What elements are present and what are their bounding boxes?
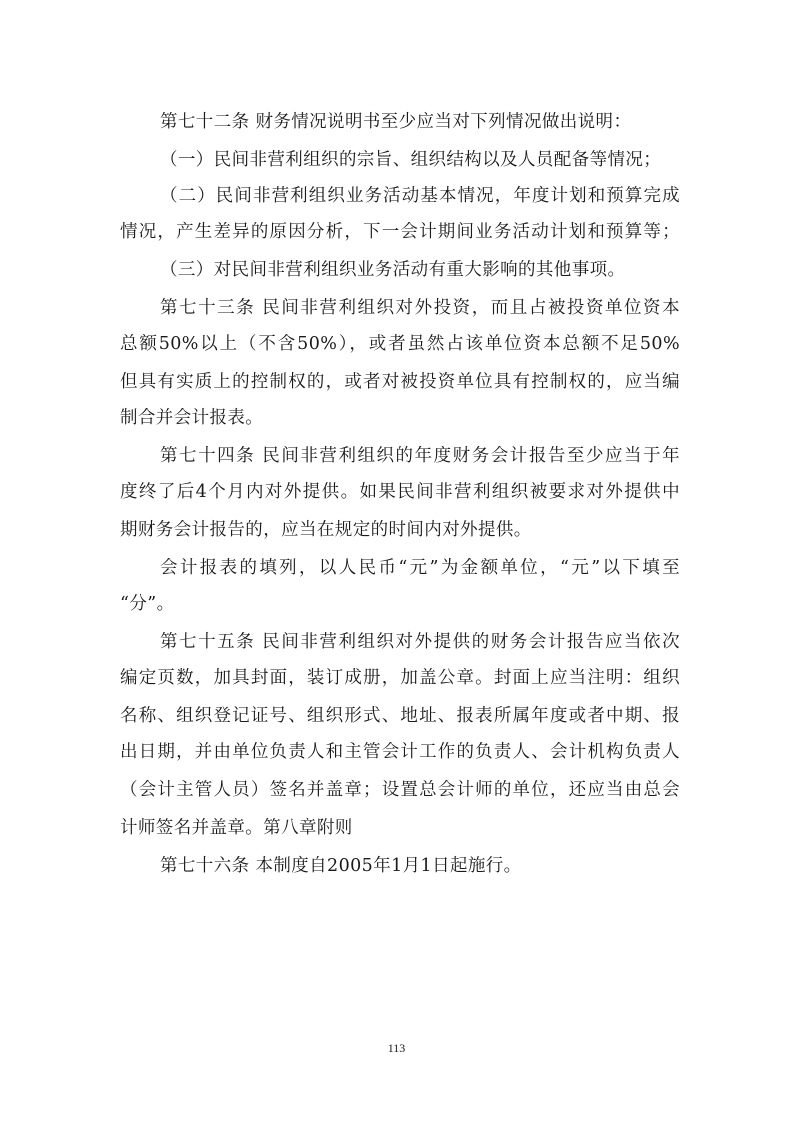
text-line: （二）民间非营利组织业务活动基本情况，年度计划和预算完成 (160, 186, 680, 206)
text-line: 期财务会计报告的，应当在规定的时间内对外提供。 (120, 520, 532, 540)
text-line: 但具有实质上的控制权的，或者对被投资单位具有控制权的，应当编 (120, 372, 680, 392)
text-line: 会计报表的填列，以人民币“元”为金额单位，“元”以下填至 (160, 558, 680, 578)
text-line: 制合并会计报表。 (120, 408, 264, 428)
text-line: 情况，产生差异的原因分析，下一会计期间业务活动计划和预算等； (120, 222, 680, 242)
text-line: 第七十四条 民间非营利组织的年度财务会计报告至少应当于年 (160, 446, 680, 466)
text-line: （会计主管人员）签名并盖章；设置总会计师的单位，还应当由总会 (120, 780, 680, 800)
text-line: 名称、组织登记证号、组织形式、地址、报表所属年度或者中期、报 (120, 706, 680, 726)
text-line: 总额50%以上（不含50%），或者虽然占该单位资本总额不足50% (120, 334, 680, 354)
text-line: “分”。 (120, 594, 175, 614)
text-line: 编定页数，加具封面，装订成册，加盖公章。封面上应当注明：组织 (120, 668, 680, 688)
text-line: 第七十六条 本制度自2005年1月1日起施行。 (160, 856, 522, 876)
page-number: 113 (387, 1041, 406, 1055)
text-line: 出日期，并由单位负责人和主管会计工作的负责人、会计机构负责人 (120, 742, 680, 762)
text-line: （三）对民间非营利组织业务活动有重大影响的其他事项。 (160, 260, 626, 280)
text-line: 第七十二条 财务情况说明书至少应当对下列情况做出说明： (160, 112, 632, 132)
text-line: 第七十三条 民间非营利组织对外投资，而且占被投资单位资本 (160, 298, 680, 318)
text-line: 计师签名并盖章。第八章附则 (120, 818, 353, 838)
text-line: （一）民间非营利组织的宗旨、组织结构以及人员配备等情况； (160, 150, 662, 170)
text-line: 度终了后4个月内对外提供。如果民间非营利组织被要求对外提供中 (120, 482, 680, 502)
text-line: 第七十五条 民间非营利组织对外提供的财务会计报告应当依次 (160, 632, 680, 652)
